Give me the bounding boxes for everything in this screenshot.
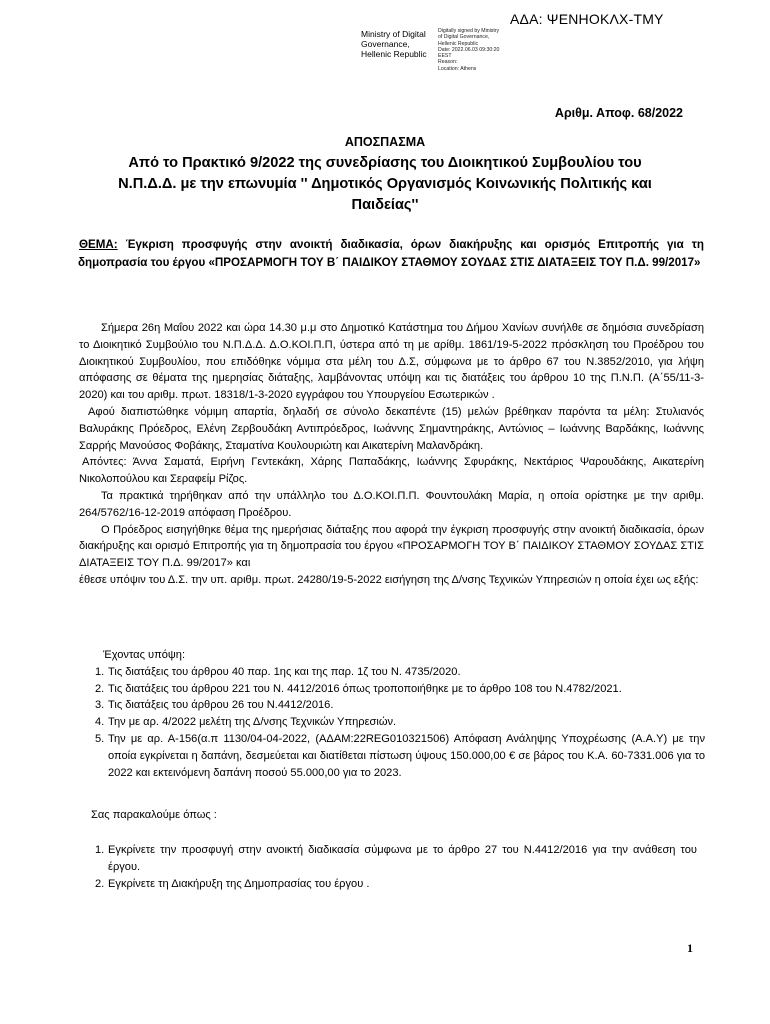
ada-code: ΑΔΑ: ΨΕΝΗΟΚΛΧ-ΤΜΥ	[510, 11, 664, 27]
signature-detail-line: Reason:	[438, 59, 458, 66]
body-paragraph: έθεσε υπόψιν του Δ.Σ. την υπ. αριθμ. πρωτ. 24280/19-5-2022 εισήγηση της Δ/νσης Τεχνικών Υπηρεσιών η οποία έχει ως εξής:	[79, 573, 699, 586]
signature-issuer-line: Hellenic Republic	[361, 49, 427, 59]
subject-label: ΘΕΜΑ:	[79, 238, 118, 251]
signature-details	[438, 28, 499, 72]
list-item-text: Τις διατάξεις του άρθρου 40 παρ. 1ης και της παρ. 1ζ του Ν. 4735/2020.	[108, 665, 461, 678]
signature-detail-line: EEST	[438, 53, 452, 60]
signature-detail-line: Location: Athens	[438, 65, 477, 72]
body-paragraph: Σήμερα 26η Μαΐου 2022 και ώρα 14.30 μ.μ στο Δημοτικό Κατάστημα του Δήμου Χανίων συνήλθε σε δημόσια συνεδρίαση το Διοικητικό Συμβούλιο του Ν.Π.Δ.Δ. Δ.Ο.ΚΟΙ.Π.Π, ύστερα από τη με αρίθμ. 1861/19-5-2022 πρόσκληση του Προέδρου του Διοικητικού Συμβουλίου, που επιδόθηκε νόμιμα στα μέλη του Δ.Σ, σύμφωνα με το άρθρο 67 του Ν.3852/2010, για λήψη απόφασης σε θέματα της ημερησίας διάταξης, λαμβάνοντας υπόψη και τις διατάξεις του άρθρου 10 της Π.Ν.Π. (Α΄55/11-3-2020) και του αριθμ. πρωτ. 18318/1-3-2020 εγγράφου του Υπουργείου Εσωτερικών .	[79, 322, 704, 402]
list-item-number: 5.	[95, 732, 105, 745]
list-item-number: 3.	[95, 699, 105, 712]
considering-list	[95, 664, 705, 782]
signature-issuer-line: Ministry of Digital	[361, 29, 426, 39]
page-number: 1	[687, 941, 693, 955]
list-item-text: Την με αρ. 4/2022 μελέτη της Δ/νσης Τεχνικών Υπηρεσιών.	[108, 716, 397, 729]
body-paragraph: Απόντες: Άννα Σαματά, Ειρήνη Γεντεκάκη, Χάρης Παπαδάκης, Ιωάννης Σφυράκης, Νεκτάριος Ψαρουδάκης, Αικατερίνη Νικολοπούλου και Σεραφείμ Ρίζος.	[79, 456, 704, 486]
list-item	[95, 714, 705, 731]
requests-list	[95, 842, 697, 892]
list-item-number: 4.	[95, 716, 105, 729]
list-item-text: Τις διατάξεις του άρθρου 26 του Ν.4412/2016.	[108, 699, 334, 712]
signature-detail-line: Digitally signed by Ministry	[438, 28, 500, 34]
list-item-text: Εγκρίνετε τη Διακήρυξη της Δημοπρασίας του έργου .	[108, 877, 370, 890]
list-item	[95, 731, 705, 781]
signature-issuer-line: Governance,	[361, 39, 410, 49]
signature-issuer	[361, 29, 427, 59]
extract-label: ΑΠΟΣΠΑΣΜΑ	[344, 135, 426, 149]
body-paragraph: Τα πρακτικά τηρήθηκαν από την υπάλληλο του Δ.Ο.ΚΟΙ.Π.Π. Φουντουλάκη Μαρία, η οποία ορίστηκε με την αριθμ. 264/5762/16-12-2019 απόφαση Προέδρου.	[79, 489, 704, 519]
list-item-text: Τις διατάξεις του άρθρου 221 του Ν. 4412/2016 όπως τροποποιήθηκε με το άρθρο 108 του Ν.4782/2021.	[108, 682, 622, 695]
considering-heading: Έχοντας υπόψη:	[103, 649, 186, 661]
list-item-number: 1.	[95, 844, 105, 856]
list-item	[95, 842, 697, 876]
subject-block	[78, 236, 704, 271]
list-item	[95, 664, 705, 681]
list-item	[95, 876, 697, 893]
list-item-number: 2.	[95, 877, 105, 890]
list-item-text: Την με αρ. Α-156(α.π 1130/04-04-2022, (ΑΔΑΜ:22REG010321506) Απόφαση Ανάληψης Υποχρέωσης (Α.Α.Υ) με την οποία εγκρίνεται η δαπάνη, δεσμεύεται και διατίθεται πίστωση ύψους 150.000,00 € σε βάρος του Κ.Α. 60-7331.006 για το 2022 και εκτεινόμενη δαπάνη ποσού 55.000,00 για το 2023.	[108, 732, 705, 779]
list-item	[95, 681, 705, 698]
body-paragraph: Αφού διαπιστώθηκε νόμιμη απαρτία, δηλαδή σε σύνολο δεκαπέντε (15) μελών βρέθηκαν παρόντα τα μέλη: Στυλιανός Βαλυράκης Πρόεδρος, Ελένη Ζερβουδάκη Αντιπρόεδρος, Ιωάννης Σημαντηράκης, Αντώνιος – Ιωάννης Βαρδάκης, Ιωάννης Σαρρής Μανούσος Φοβάκης, Σταματίνα Κουλουριώτη και Αικατερίνη Μαλανδράκη.	[79, 405, 704, 452]
list-item-text: Εγκρίνετε την προσφυγή στην ανοικτή διαδικασία σύμφωνα με το άρθρο 27 του Ν.4412/2016 για την ανάθεση του έργου.	[108, 844, 697, 873]
considering-section	[95, 647, 705, 781]
body-paragraph: Ο Πρόεδρος εισηγήθηκε θέμα της ημερήσιας διάταξης που αφορά την έγκριση προσφυγής στην ανοικτή διαδικασία, όρων διακήρυξης και ορισμό Επιτροπής για τη δημοπρασία του έργου «ΠΡΟΣΑΡΜΟΓΗ ΤΟΥ Β΄ ΠΑΙΔΙΚΟΥ ΣΤΑΘΜΟΥ ΣΟΥΔΑΣ ΣΤΙΣ ΔΙΑΤΑΞΕΙΣ ΤΟΥ Π.Δ. 99/2017» και	[79, 523, 704, 570]
title-line: Παιδείας''	[351, 197, 419, 213]
document-body	[79, 320, 704, 589]
signature-detail-line: Date: 2022.06.03 09:30:20	[438, 46, 500, 53]
signature-detail-line: of Digital Governance,	[438, 34, 490, 41]
list-item-number: 1.	[95, 665, 105, 678]
list-item-number: 2.	[95, 682, 105, 695]
signature-detail-line: Hellenic Republic	[438, 40, 479, 47]
list-item	[95, 697, 705, 714]
document-title	[80, 153, 690, 216]
title-line: Ν.Π.Δ.Δ. με την επωνυμία '' Δημοτικός Οργανισμός Κοινωνικής Πολιτικής και	[118, 176, 652, 192]
request-heading: Σας παρακαλούμε όπως :	[91, 809, 217, 821]
requests-section	[95, 842, 697, 892]
title-line: Από το Πρακτικό 9/2022 της συνεδρίασης του Διοικητικού Συμβουλίου του	[128, 155, 642, 171]
decision-number: Αριθμ. Αποφ. 68/2022	[554, 106, 683, 120]
subject-text: Έγκριση προσφυγής στην ανοικτή διαδικασία, όρων διακήρυξης και ορισμός Επιτροπής για τη δημοπρασία του έργου «ΠΡΟΣΑΡΜΟΓΗ ΤΟΥ Β΄ ΠΑΙΔΙΚΟΥ ΣΤΑΘΜΟΥ ΣΟΥΔΑΣ ΣΤΙΣ ΔΙΑΤΑΞΕΙΣ ΤΟΥ Π.Δ. 99/2017»	[78, 238, 704, 269]
